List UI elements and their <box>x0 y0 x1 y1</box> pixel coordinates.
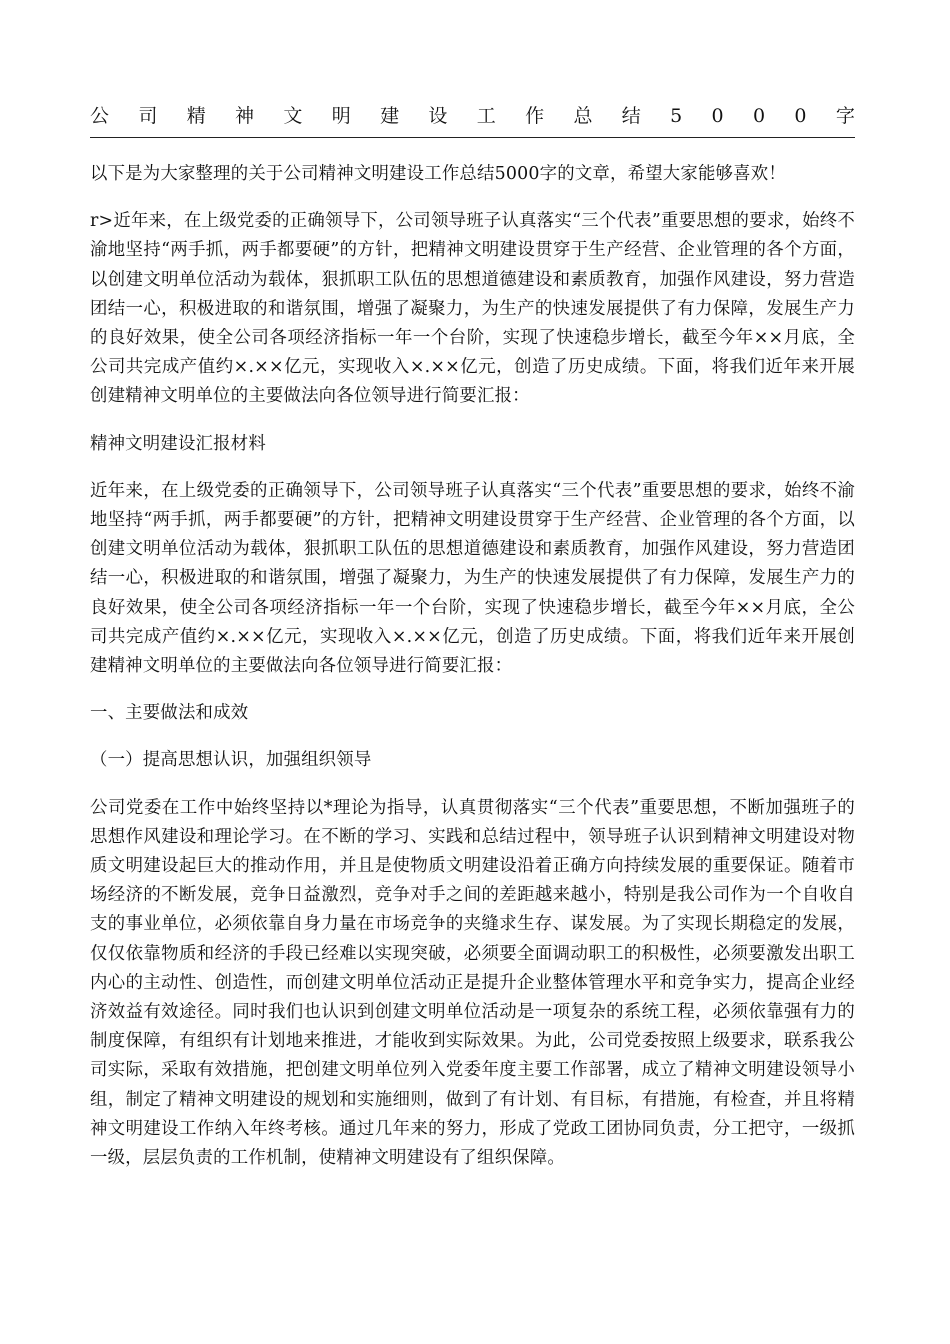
intro-paragraph: 以下是为大家整理的关于公司精神文明建设工作总结5000字的文章，希望大家能够喜欢！ <box>90 164 786 184</box>
body-paragraph: 近年来，在上级党委的正确领导下，公司领导班子认真落实“三个代表”重要思想的要求，始终不渝地坚持“两手抓，两手都要硬”的方针，把精神文明建设贯穿于生产经营、企业管理的各个方面，以创建文明单位活动为载体，狠抓职工队伍的思想道德建设和素质教育，加强作风建设，努力营造团结一心，积极进取的和谐氛围，增强了凝聚力，为生产的快速发展提供了有力保障，发展生产力的良好效果，使全公司各项经济指标一年一个台阶，实现了快速稳步增长，截至今年××月底，全公司共完成产值约×.××亿元，实现收入×.××亿元，创造了历史成绩。下面，将我们近年来开展创建精神文明单位的主要做法向各位领导进行简要汇报： <box>90 480 855 677</box>
section-heading: 一、主要做法和成效 <box>90 703 249 724</box>
body-paragraph: 公司党委在工作中始终坚持以*理论为指导，认真贯彻落实“三个代表”重要思想，不断加强班子的思想作风建设和理论学习。在不断的学习、实践和总结过程中，领导班子认识到精神文明建设对物质文明建设起巨大的推动作用，并且是使物质文明建设沿着正确方向持续发展的重要保证。随着市场经济的不断发展，竞争日益激烈，竞争对手之间的差距越来越小，特别是我公司作为一个自收自支的事业单位，必须依靠自身力量在市场竞争的夹缝求生存、谋发展。为了实现长期稳定的发展，仅仅依靠物质和经济的手段已经难以实现突破，必须要全面调动职工的积极性，必须要激发出职工内心的主动性、创造性，而创建文明单位活动正是提升企业整体管理水平和竞争实力，提高企业经济效益有效途径。同时我们也认识到创建文明单位活动是一项复杂的系统工程，必须依靠强有力的制度保障，有组织有计划地来推进，才能收到实际效果。为此，公司党委按照上级要求，联系我公司实际，采取有效措施，把创建文明单位列入党委年度主要工作部署，成立了精神文明建设领导小组，制定了精神文明建设的规划和实施细则，做到了有计划、有目标，有措施，有检查，并且将精神文明建设工作纳入年终考核。通过几年来的努力，形成了党政工团协同负责，分工把守，一级抓一级，层层负责的工作机制，使精神文明建设有了组织保障。 <box>90 797 855 1169</box>
title-char: 设 <box>428 105 448 127</box>
title-char: 总 <box>573 105 593 127</box>
title-char: 精 <box>186 105 206 127</box>
title-char: 5 <box>670 105 683 127</box>
title-char: 工 <box>476 105 496 127</box>
title-char: 建 <box>380 105 400 127</box>
title-char: 结 <box>621 105 641 127</box>
title-divider <box>90 137 855 138</box>
title-char: 明 <box>331 105 351 127</box>
body-paragraph: r>近年来，在上级党委的正确领导下，公司领导班子认真落实“三个代表”重要思想的要求，始终不渝地坚持“两手抓，两手都要硬”的方针，把精神文明建设贯穿于生产经营、企业管理的各个方面，以创建文明单位活动为载体，狠抓职工队伍的思想道德建设和素质教育，加强作风建设，努力营造团结一心，积极进取的和谐氛围，增强了凝聚力，为生产的快速发展提供了有力保障，发展生产力的良好效果，使全公司各项经济指标一年一个台阶，实现了快速稳步增长，截至今年××月底，全公司共完成产值约×.××亿元，实现收入×.××亿元，创造了历史成绩。下面，将我们近年来开展创建精神文明单位的主要做法向各位领导进行简要汇报： <box>90 211 855 407</box>
title-char: 作 <box>525 105 545 127</box>
title-char: 文 <box>283 105 303 127</box>
title-char: 0 <box>752 105 766 127</box>
title-char: 公 <box>90 105 110 127</box>
section-heading: 精神文明建设汇报材料 <box>90 433 266 454</box>
title-char: 字 <box>835 105 855 127</box>
title-char: 0 <box>794 105 807 127</box>
document-title <box>90 103 855 129</box>
document-body <box>90 160 855 1191</box>
title-char: 0 <box>711 105 724 127</box>
title-char: 司 <box>138 105 158 127</box>
title-char: 神 <box>235 105 255 127</box>
subsection-heading: （一）提高思想认识，加强组织领导 <box>90 750 372 771</box>
